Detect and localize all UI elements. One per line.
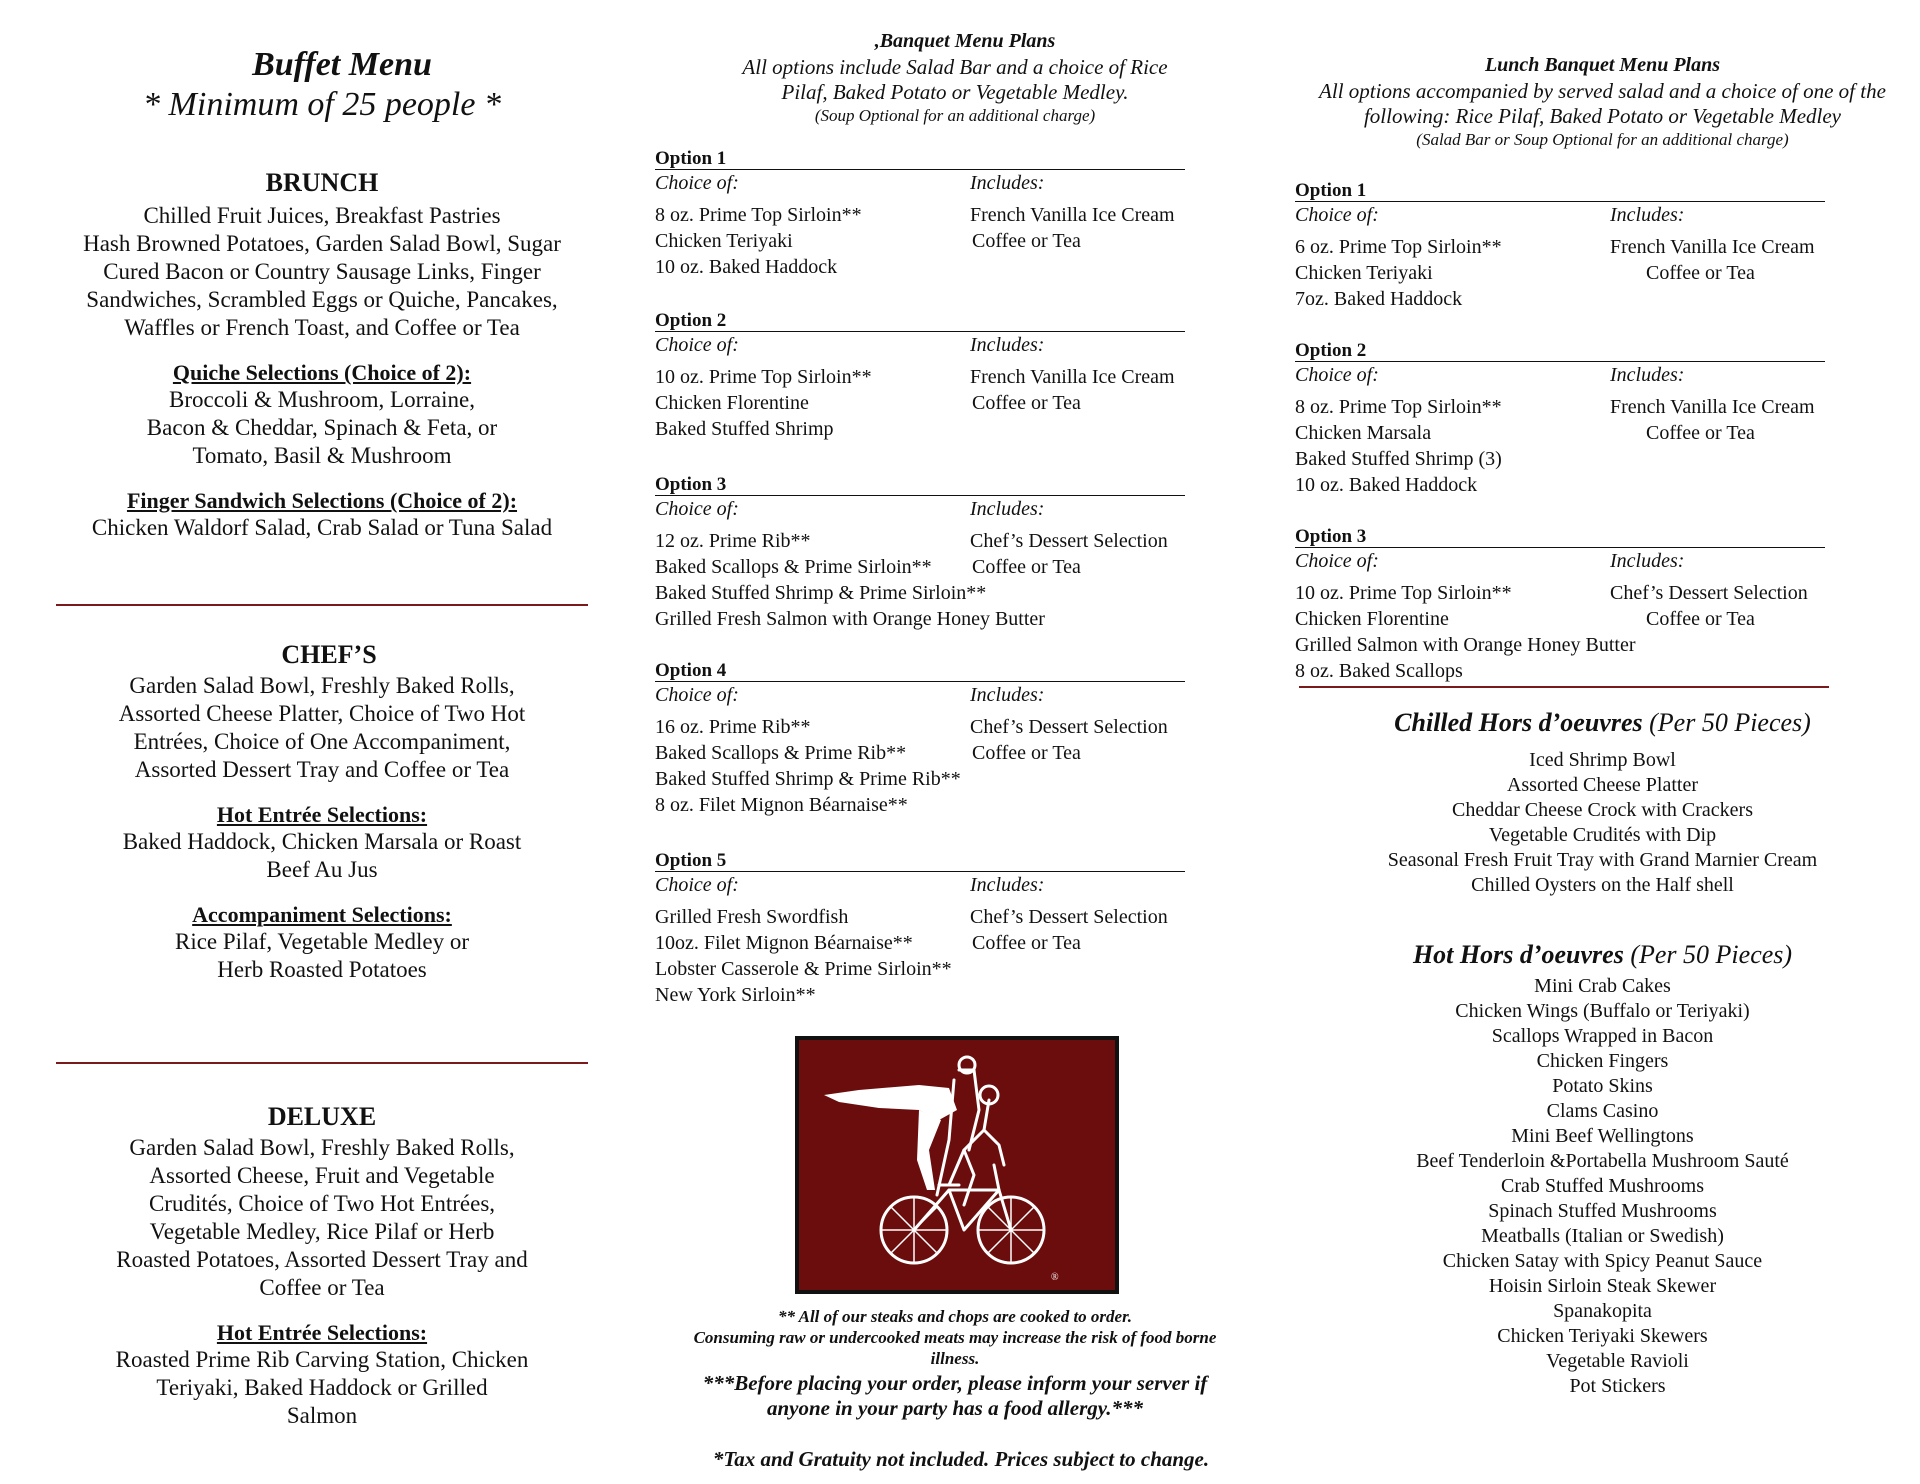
list-item: Chicken Teriyaki Skewers — [1497, 1325, 1708, 1347]
entree-item: 8 oz. Prime Top Sirloin** — [655, 204, 862, 226]
list-item: Chicken Satay with Spicy Peanut Sauce — [1442, 1250, 1763, 1272]
text-line: Broccoli & Mushroom, Lorraine, — [169, 387, 475, 412]
option-title — [1295, 526, 1895, 550]
option-underline — [655, 871, 1185, 872]
text-line: Chicken Waldorf Salad, Crab Salad or Tuna Salad — [91, 515, 553, 540]
option-row — [1295, 422, 1895, 448]
option-underline — [1295, 547, 1825, 548]
option-row — [1295, 608, 1895, 634]
option-labels — [655, 874, 1255, 898]
list-item: Spinach Stuffed Mushrooms — [1488, 1200, 1717, 1222]
included-item: Chef’s Dessert Selection — [970, 716, 1168, 738]
option-title-text: Option 4 — [655, 660, 727, 681]
entree-item: Baked Scallops & Prime Sirloin** — [655, 556, 932, 578]
choice-label: Choice of: — [655, 684, 739, 706]
lunch-note: (Salad Bar or Soup Optional for an additional charge) — [1416, 130, 1789, 149]
section-divider — [56, 1062, 588, 1064]
chilled-hors-name: Chilled Hors d’oeuvres — [1394, 708, 1643, 737]
included-item: French Vanilla Ice Cream — [970, 204, 1175, 226]
option-row — [1295, 448, 1895, 474]
buffet-header — [56, 46, 588, 124]
text-line: Vegetable Medley, Rice Pilaf or Herb — [149, 1219, 495, 1244]
option-row — [655, 742, 1255, 768]
logo-image — [795, 1036, 1119, 1294]
steak-notice — [655, 1306, 1255, 1472]
included-item: Coffee or Tea — [972, 392, 1081, 414]
list-item: Spanakopita — [1553, 1300, 1652, 1322]
text-line: Coffee or Tea — [259, 1275, 385, 1300]
logo-panel — [799, 1040, 1115, 1290]
included-item: Chef’s Dessert Selection — [970, 906, 1168, 928]
list-item: Assorted Cheese Platter — [1506, 774, 1699, 796]
deluxe-hot-entree-heading: Hot Entrée Selections: — [216, 1320, 428, 1345]
option-underline — [1295, 201, 1825, 202]
entree-item: Chicken Florentine — [1295, 608, 1449, 630]
deluxe-hot-entree-list — [56, 1346, 588, 1430]
option-row — [1295, 396, 1895, 422]
chilled-hors-list — [1295, 748, 1910, 898]
choice-label: Choice of: — [655, 874, 739, 896]
list-item: Clams Casino — [1546, 1100, 1659, 1122]
option-title-text: Option 5 — [655, 850, 727, 871]
option-underline — [655, 169, 1185, 170]
buffet-title: Buffet Menu — [252, 46, 432, 83]
included-item: Coffee or Tea — [1646, 608, 1755, 630]
text-line: Consuming raw or undercooked meats may increase the risk of food borne — [693, 1328, 1217, 1347]
banquet-option-1 — [655, 148, 1255, 282]
hot-hors-title — [1295, 940, 1910, 970]
list-item: Cheddar Cheese Crock with Crackers — [1451, 799, 1753, 821]
text-line: Tomato, Basil & Mushroom — [192, 443, 452, 468]
option-title-text: Option 2 — [1295, 340, 1367, 361]
option-title-text: Option 1 — [655, 148, 727, 169]
entree-item: Chicken Marsala — [1295, 422, 1432, 444]
includes-label: Includes: — [1610, 550, 1685, 572]
included-item: Coffee or Tea — [972, 742, 1081, 764]
banquet-option-2 — [655, 310, 1255, 444]
list-item: Mini Crab Cakes — [1534, 975, 1671, 997]
includes-label: Includes: — [970, 172, 1045, 194]
included-item: Coffee or Tea — [972, 230, 1081, 252]
text-line: Assorted Dessert Tray and Coffee or Tea — [134, 757, 510, 782]
entree-item: 16 oz. Prime Rib** — [655, 716, 811, 738]
option-title — [655, 474, 1255, 498]
option-row — [1295, 262, 1895, 288]
option-labels — [1295, 550, 1895, 574]
option-row — [655, 556, 1255, 582]
text-line: Waffles or French Toast, and Coffee or Tea — [124, 315, 520, 340]
entree-item: 6 oz. Prime Top Sirloin** — [1295, 236, 1502, 258]
lunch-header — [1295, 54, 1910, 150]
option-title-text: Option 2 — [655, 310, 727, 331]
deluxe-heading: DELUXE — [267, 1102, 377, 1131]
tax-notice: *Tax and Gratuity not included. Prices subject to change. — [712, 1447, 1210, 1471]
text-line: Hash Browned Potatoes, Garden Salad Bowl, Sugar — [83, 231, 561, 256]
list-item: Iced Shrimp Bowl — [1529, 749, 1676, 771]
included-item: French Vanilla Ice Cream — [1610, 236, 1815, 258]
section-divider — [56, 604, 588, 606]
text-line: Sandwiches, Scrambled Eggs or Quiche, Pancakes, — [86, 287, 558, 312]
option-labels — [1295, 364, 1895, 388]
option-labels — [655, 334, 1255, 358]
option-row — [655, 794, 1255, 820]
list-item: Vegetable Crudités with Dip — [1488, 824, 1717, 846]
list-item: Scallops Wrapped in Bacon — [1491, 1025, 1714, 1047]
option-row — [655, 230, 1255, 256]
text-line: Garden Salad Bowl, Freshly Baked Rolls, — [129, 673, 515, 698]
accompaniment-list — [56, 928, 588, 984]
option-title-text: Option 3 — [655, 474, 727, 495]
list-item: Meatballs (Italian or Swedish) — [1481, 1225, 1724, 1247]
text-line: illness. — [930, 1349, 980, 1368]
allergy-notice — [655, 1371, 1255, 1421]
choice-label: Choice of: — [1295, 204, 1379, 226]
list-item: Vegetable Ravioli — [1546, 1350, 1689, 1372]
includes-label: Includes: — [970, 498, 1045, 520]
deluxe-description — [56, 1134, 588, 1302]
list-item: Seasonal Fresh Fruit Tray with Grand Marnier Cream — [1387, 849, 1818, 871]
included-item: Coffee or Tea — [1646, 262, 1755, 284]
entree-item: Baked Scallops & Prime Rib** — [655, 742, 907, 764]
entree-item: 10 oz. Prime Top Sirloin** — [1295, 582, 1512, 604]
section-divider — [1299, 686, 1829, 688]
entree-item: 10 oz. Prime Top Sirloin** — [655, 366, 872, 388]
entree-item: 10 oz. Baked Haddock — [655, 256, 838, 278]
entree-item: Grilled Fresh Swordfish — [655, 906, 849, 928]
included-item: Coffee or Tea — [972, 932, 1081, 954]
option-underline — [655, 681, 1185, 682]
deluxe-section — [56, 1102, 588, 1430]
option-row — [1295, 474, 1895, 500]
list-item: Chicken Wings (Buffalo or Teriyaki) — [1455, 1000, 1750, 1022]
lunch-option-1 — [1295, 180, 1895, 314]
chefs-section — [56, 640, 588, 984]
text-line: Cured Bacon or Country Sausage Links, Finger — [103, 259, 541, 284]
option-row — [655, 204, 1255, 230]
option-title — [1295, 180, 1895, 204]
included-item: Chef’s Dessert Selection — [1610, 582, 1808, 604]
finger-sandwich-heading: Finger Sandwich Selections (Choice of 2): — [126, 488, 518, 513]
banquet-soup-note: (Soup Optional for an additional charge) — [814, 106, 1096, 125]
entree-item: Chicken Teriyaki — [1295, 262, 1433, 284]
option-underline — [655, 331, 1185, 332]
option-row — [655, 932, 1255, 958]
option-row — [655, 608, 1255, 634]
option-title-text: Option 1 — [1295, 180, 1367, 201]
entree-item: Baked Stuffed Shrimp — [655, 418, 834, 440]
option-row — [1295, 288, 1895, 314]
entree-item: Baked Stuffed Shrimp & Prime Rib** — [655, 768, 961, 790]
list-item: Mini Beef Wellingtons — [1511, 1125, 1694, 1147]
option-row — [655, 392, 1255, 418]
option-row — [655, 906, 1255, 932]
option-row — [655, 582, 1255, 608]
option-row — [655, 256, 1255, 282]
text-line: Crudités, Choice of Two Hot Entrées, — [148, 1191, 496, 1216]
option-underline — [1295, 361, 1825, 362]
option-labels — [655, 172, 1255, 196]
banquet-option-4 — [655, 660, 1255, 820]
chefs-description — [56, 672, 588, 784]
brunch-description — [56, 202, 588, 342]
list-item: Pot Stickers — [1569, 1375, 1666, 1397]
banquet-header — [655, 30, 1255, 126]
option-row — [655, 530, 1255, 556]
entree-item: Baked Stuffed Shrimp (3) — [1295, 448, 1502, 470]
svg-text:®: ® — [1051, 1272, 1059, 1283]
option-title — [655, 148, 1255, 172]
list-item: Potato Skins — [1552, 1075, 1653, 1097]
entree-item: 10 oz. Baked Haddock — [1295, 474, 1478, 496]
option-row — [655, 366, 1255, 392]
entree-item: New York Sirloin** — [655, 984, 816, 1006]
text-line: Salmon — [286, 1403, 358, 1428]
chefs-heading: CHEF’S — [281, 640, 377, 669]
text-line: Garden Salad Bowl, Freshly Baked Rolls, — [129, 1135, 515, 1160]
option-underline — [655, 495, 1185, 496]
option-row — [655, 716, 1255, 742]
text-line: Beef Au Jus — [266, 857, 378, 882]
brunch-section — [56, 168, 588, 542]
text-line: Teriyaki, Baked Haddock or Grilled — [156, 1375, 488, 1400]
text-line: Assorted Cheese, Fruit and Vegetable — [149, 1163, 495, 1188]
lunch-option-3 — [1295, 526, 1895, 686]
text-line: Bacon & Cheddar, Spinach & Feta, or — [146, 415, 498, 440]
included-item: Coffee or Tea — [1646, 422, 1755, 444]
option-row — [655, 768, 1255, 794]
chilled-hors-qty: (Per 50 Pieces) — [1642, 708, 1811, 737]
entree-item: 8 oz. Filet Mignon Béarnaise** — [655, 794, 908, 816]
hot-hors-name: Hot Hors d’oeuvres — [1412, 940, 1624, 969]
entree-item: 12 oz. Prime Rib** — [655, 530, 811, 552]
banquet-intro — [655, 55, 1255, 105]
text-line: ** All of our steaks and chops are cooked to order. — [777, 1307, 1133, 1326]
text-line: All options include Salad Bar and a choice of Rice — [742, 55, 1168, 79]
quiche-list — [56, 386, 588, 470]
entree-item: Chicken Florentine — [655, 392, 809, 414]
list-item: Crab Stuffed Mushrooms — [1501, 1175, 1704, 1197]
option-row — [1295, 660, 1895, 686]
lunch-title: Lunch Banquet Menu Plans — [1484, 54, 1721, 76]
option-labels — [655, 498, 1255, 522]
includes-label: Includes: — [1610, 364, 1685, 386]
banquet-option-3 — [655, 474, 1255, 634]
text-line: Rice Pilaf, Vegetable Medley or — [174, 929, 469, 954]
choice-label: Choice of: — [1295, 550, 1379, 572]
text-line: anyone in your party has a food allergy.*** — [766, 1396, 1144, 1420]
text-line: Chilled Fruit Juices, Breakfast Pastries — [143, 203, 501, 228]
text-line: Entrées, Choice of One Accompaniment, — [133, 729, 511, 754]
option-row — [655, 958, 1255, 984]
option-row — [655, 984, 1255, 1010]
option-row — [1295, 236, 1895, 262]
option-title-text: Option 3 — [1295, 526, 1367, 547]
included-item: French Vanilla Ice Cream — [1610, 396, 1815, 418]
choice-label: Choice of: — [655, 334, 739, 356]
choice-label: Choice of: — [655, 498, 739, 520]
hot-hors-list — [1295, 974, 1910, 1399]
option-row — [1295, 582, 1895, 608]
list-item: Beef Tenderloin &Portabella Mushroom Sauté — [1416, 1150, 1789, 1172]
banquet-title: ,Banquet Menu Plans — [874, 30, 1056, 52]
text-line: ***Before placing your order, please inform your server if — [702, 1371, 1208, 1395]
list-item: Chilled Oysters on the Half shell — [1471, 874, 1734, 896]
included-item: Chef’s Dessert Selection — [970, 530, 1168, 552]
text-line: All options accompanied by served salad and a choice of one of the — [1319, 79, 1886, 103]
accompaniment-heading: Accompaniment Selections: — [192, 902, 452, 927]
includes-label: Includes: — [970, 684, 1045, 706]
includes-label: Includes: — [970, 334, 1045, 356]
option-row — [1295, 634, 1895, 660]
text-line: Assorted Cheese Platter, Choice of Two Hot — [118, 701, 526, 726]
entree-item: Lobster Casserole & Prime Sirloin** — [655, 958, 952, 980]
option-title — [655, 660, 1255, 684]
chefs-hot-entree-heading: Hot Entrée Selections: — [216, 802, 428, 827]
banquet-option-5 — [655, 850, 1255, 1010]
brunch-heading: BRUNCH — [265, 168, 379, 197]
text-line: following: Rice Pilaf, Baked Potato or Vegetable Medley — [1363, 104, 1842, 128]
included-item: French Vanilla Ice Cream — [970, 366, 1175, 388]
option-title — [655, 850, 1255, 874]
entree-item: Grilled Fresh Salmon with Orange Honey Butter — [655, 608, 1045, 630]
option-title — [1295, 340, 1895, 364]
quiche-heading: Quiche Selections (Choice of 2): — [172, 360, 472, 385]
includes-label: Includes: — [1610, 204, 1685, 226]
chilled-hors-title — [1295, 708, 1910, 738]
text-line: Pilaf, Baked Potato or Vegetable Medley. — [781, 80, 1129, 104]
entree-item: 8 oz. Baked Scallops — [1295, 660, 1463, 682]
option-title — [655, 310, 1255, 334]
buffet-minimum: * Minimum of 25 people * — [143, 86, 501, 123]
cyclist-icon — [799, 1040, 1115, 1290]
included-item: Coffee or Tea — [972, 556, 1081, 578]
finger-sandwich-list — [56, 514, 588, 542]
entree-item: 8 oz. Prime Top Sirloin** — [1295, 396, 1502, 418]
entree-item: Baked Stuffed Shrimp & Prime Sirloin** — [655, 582, 987, 604]
chilled-hors-section — [1295, 708, 1910, 898]
entree-item: Grilled Salmon with Orange Honey Butter — [1295, 634, 1636, 656]
entree-item: Chicken Teriyaki — [655, 230, 793, 252]
list-item: Chicken Fingers — [1536, 1050, 1669, 1072]
entree-item: 10oz. Filet Mignon Béarnaise** — [655, 932, 913, 954]
lunch-option-2 — [1295, 340, 1895, 500]
option-row — [655, 418, 1255, 444]
option-labels — [655, 684, 1255, 708]
text-line: Baked Haddock, Chicken Marsala or Roast — [122, 829, 522, 854]
hot-hors-qty: (Per 50 Pieces) — [1623, 940, 1793, 969]
chefs-hot-entree-list — [56, 828, 588, 884]
text-line: Roasted Potatoes, Assorted Dessert Tray and — [116, 1247, 528, 1272]
choice-label: Choice of: — [1295, 364, 1379, 386]
text-line: Roasted Prime Rib Carving Station, Chicken — [115, 1347, 529, 1372]
option-labels — [1295, 204, 1895, 228]
choice-label: Choice of: — [655, 172, 739, 194]
hot-hors-section — [1295, 940, 1910, 1399]
list-item: Hoisin Sirloin Steak Skewer — [1488, 1275, 1717, 1297]
text-line: Herb Roasted Potatoes — [217, 957, 427, 982]
entree-item: 7oz. Baked Haddock — [1295, 288, 1463, 310]
includes-label: Includes: — [970, 874, 1045, 896]
lunch-intro — [1295, 79, 1910, 129]
